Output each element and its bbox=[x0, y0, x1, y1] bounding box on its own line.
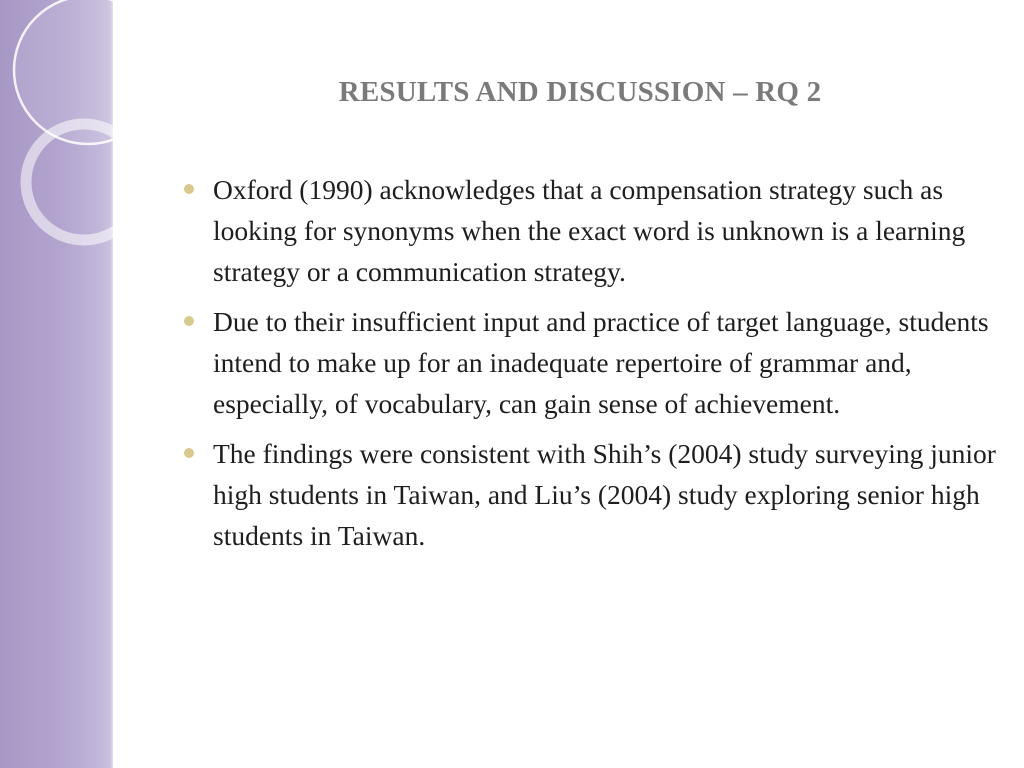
bullet-text: The findings were consistent with Shih’s (2004) study surveying junior high students in Taiwan, and Liu’s (2004) study exploring senior high students in Taiwan. bbox=[213, 438, 996, 551]
bullet-item bbox=[184, 301, 999, 424]
bullet-list bbox=[184, 169, 999, 565]
bullet-text: Due to their insufficient input and practice of target language, students intend to make up for an inadequate repertoire of grammar and, especially, of vocabulary, can gain sense of achievement. bbox=[213, 306, 989, 419]
bullet-dot-icon bbox=[184, 184, 194, 194]
bullet-dot-icon bbox=[184, 448, 194, 458]
bullet-item bbox=[184, 169, 999, 292]
bullet-text: Oxford (1990) acknowledges that a compensation strategy such as looking for synonyms when the exact word is unknown is a learning strategy or a communication strategy. bbox=[213, 174, 966, 287]
decorative-circles bbox=[0, 0, 140, 300]
bullet-dot-icon bbox=[184, 316, 194, 326]
slide-title: RESULTS AND DISCUSSION – RQ 2 bbox=[338, 76, 822, 108]
bullet-item bbox=[184, 433, 999, 556]
